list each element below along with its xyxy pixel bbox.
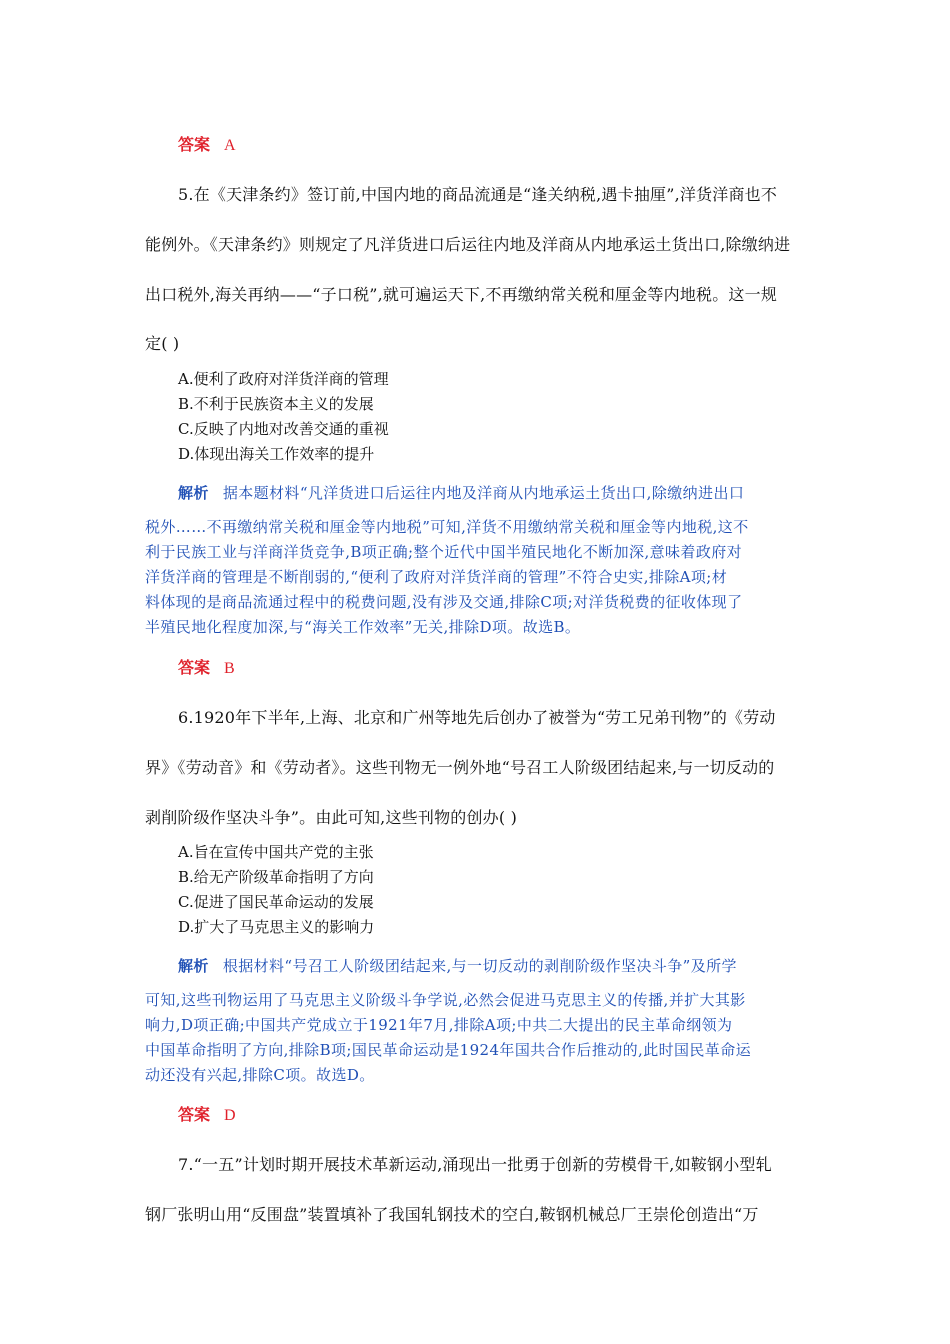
answer-value: B — [224, 660, 235, 677]
answer-value: A — [224, 137, 236, 154]
q5-option-d: D.体现出海关工作效率的提升 — [178, 445, 375, 463]
q5-line-4: 定( ) — [145, 334, 180, 353]
q5-explanation-line-6: 半殖民地化程度加深,与“海关工作效率”无关,排除D项。故选B。 — [145, 618, 581, 636]
q7-line-2: 钢厂张明山用“反围盘”装置填补了我国轧钢技术的空白,鞍钢机械总厂王崇伦创造出“万 — [145, 1205, 759, 1224]
answer-q6 — [178, 1102, 236, 1125]
q6-explanation-line-2: 可知,这些刊物运用了马克思主义阶级斗争学说,必然会促进马克思主义的传播,并扩大其影 — [145, 991, 746, 1009]
q7-line-1: 7.“一五”计划时期开展技术革新运动,涌现出一批勇于创新的劳模骨干,如鞍钢小型轧 — [178, 1155, 772, 1174]
q6-explanation-line-4: 中国革命指明了方向,排除B项;国民革命运动是1924年国共合作后推动的,此时国民革命运 — [145, 1041, 751, 1059]
answer-label: 答案 — [178, 135, 211, 154]
q6-option-c: C.促进了国民革命运动的发展 — [178, 893, 374, 911]
q6-option-d: D.扩大了马克思主义的影响力 — [178, 918, 375, 936]
answer-q5 — [178, 655, 235, 678]
q5-line-2: 能例外。《天津条约》则规定了凡洋货进口后运往内地及洋商从内地承运土货出口,除缴纳进 — [145, 235, 791, 254]
answer-label: 答案 — [178, 658, 211, 677]
answer-value: D — [224, 1107, 236, 1124]
q5-explanation-line-5: 料体现的是商品流通过程中的税费问题,没有涉及交通,排除C项;对洋货税费的征收体现了 — [145, 593, 743, 611]
q5-explanation-line-2: 税外……不再缴纳常关税和厘金等内地税”可知,洋货不用缴纳常关税和厘金等内地税,这不 — [145, 518, 749, 536]
q5-option-b: B.不利于民族资本主义的发展 — [178, 395, 374, 413]
q5-option-a: A.便利了政府对洋货洋商的管理 — [178, 370, 389, 388]
answer-q4 — [178, 132, 236, 155]
q5-option-c: C.反映了内地对改善交通的重视 — [178, 420, 389, 438]
q6-line-2: 界》《劳动音》和《劳动者》。这些刊物无一例外地“号召工人阶级团结起来,与一切反动的 — [145, 758, 775, 777]
q5-explanation-line-3: 利于民族工业与洋商洋货竞争,B项正确;整个近代中国半殖民地化不断加深,意味着政府对 — [145, 543, 743, 561]
q5-line-3: 出口税外,海关再纳——“子口税”,就可遍运天下,不再缴纳常关税和厘金等内地税。这一规 — [145, 285, 778, 304]
q6-option-b: B.给无产阶级革命指明了方向 — [178, 868, 374, 886]
q6-explanation-line-1: 解析 根据材料“号召工人阶级团结起来,与一切反动的剥削阶级作坚决斗争”及所学 — [178, 957, 737, 975]
q6-option-a: A.旨在宣传中国共产党的主张 — [178, 843, 374, 861]
q6-line-1: 6.1920年下半年,上海、北京和广州等地先后创办了被誉为“劳工兄弟刊物”的《劳动 — [178, 708, 776, 727]
q6-explanation-line-5: 动还没有兴起,排除C项。故选D。 — [145, 1066, 375, 1084]
q6-line-3: 剥削阶级作坚决斗争”。由此可知,这些刊物的创办( ) — [145, 808, 518, 827]
q6-explanation-line-3: 响力,D项正确;中国共产党成立于1921年7月,排除A项;中共二大提出的民主革命纲领为 — [145, 1016, 733, 1034]
answer-label: 答案 — [178, 1105, 211, 1124]
q5-explanation-line-1: 解析 据本题材料“凡洋货进口后运往内地及洋商从内地承运土货出口,除缴纳进出口 — [178, 484, 745, 502]
explanation-label: 解析 — [178, 484, 209, 502]
explanation-label: 解析 — [178, 957, 209, 975]
q5-line-1: 5.在《天津条约》签订前,中国内地的商品流通是“逢关纳税,遇卡抽厘”,洋货洋商也不 — [178, 185, 778, 204]
q5-explanation-line-4: 洋货洋商的管理是不断削弱的,“便利了政府对洋货洋商的管理”不符合史实,排除A项;材 — [145, 568, 728, 586]
